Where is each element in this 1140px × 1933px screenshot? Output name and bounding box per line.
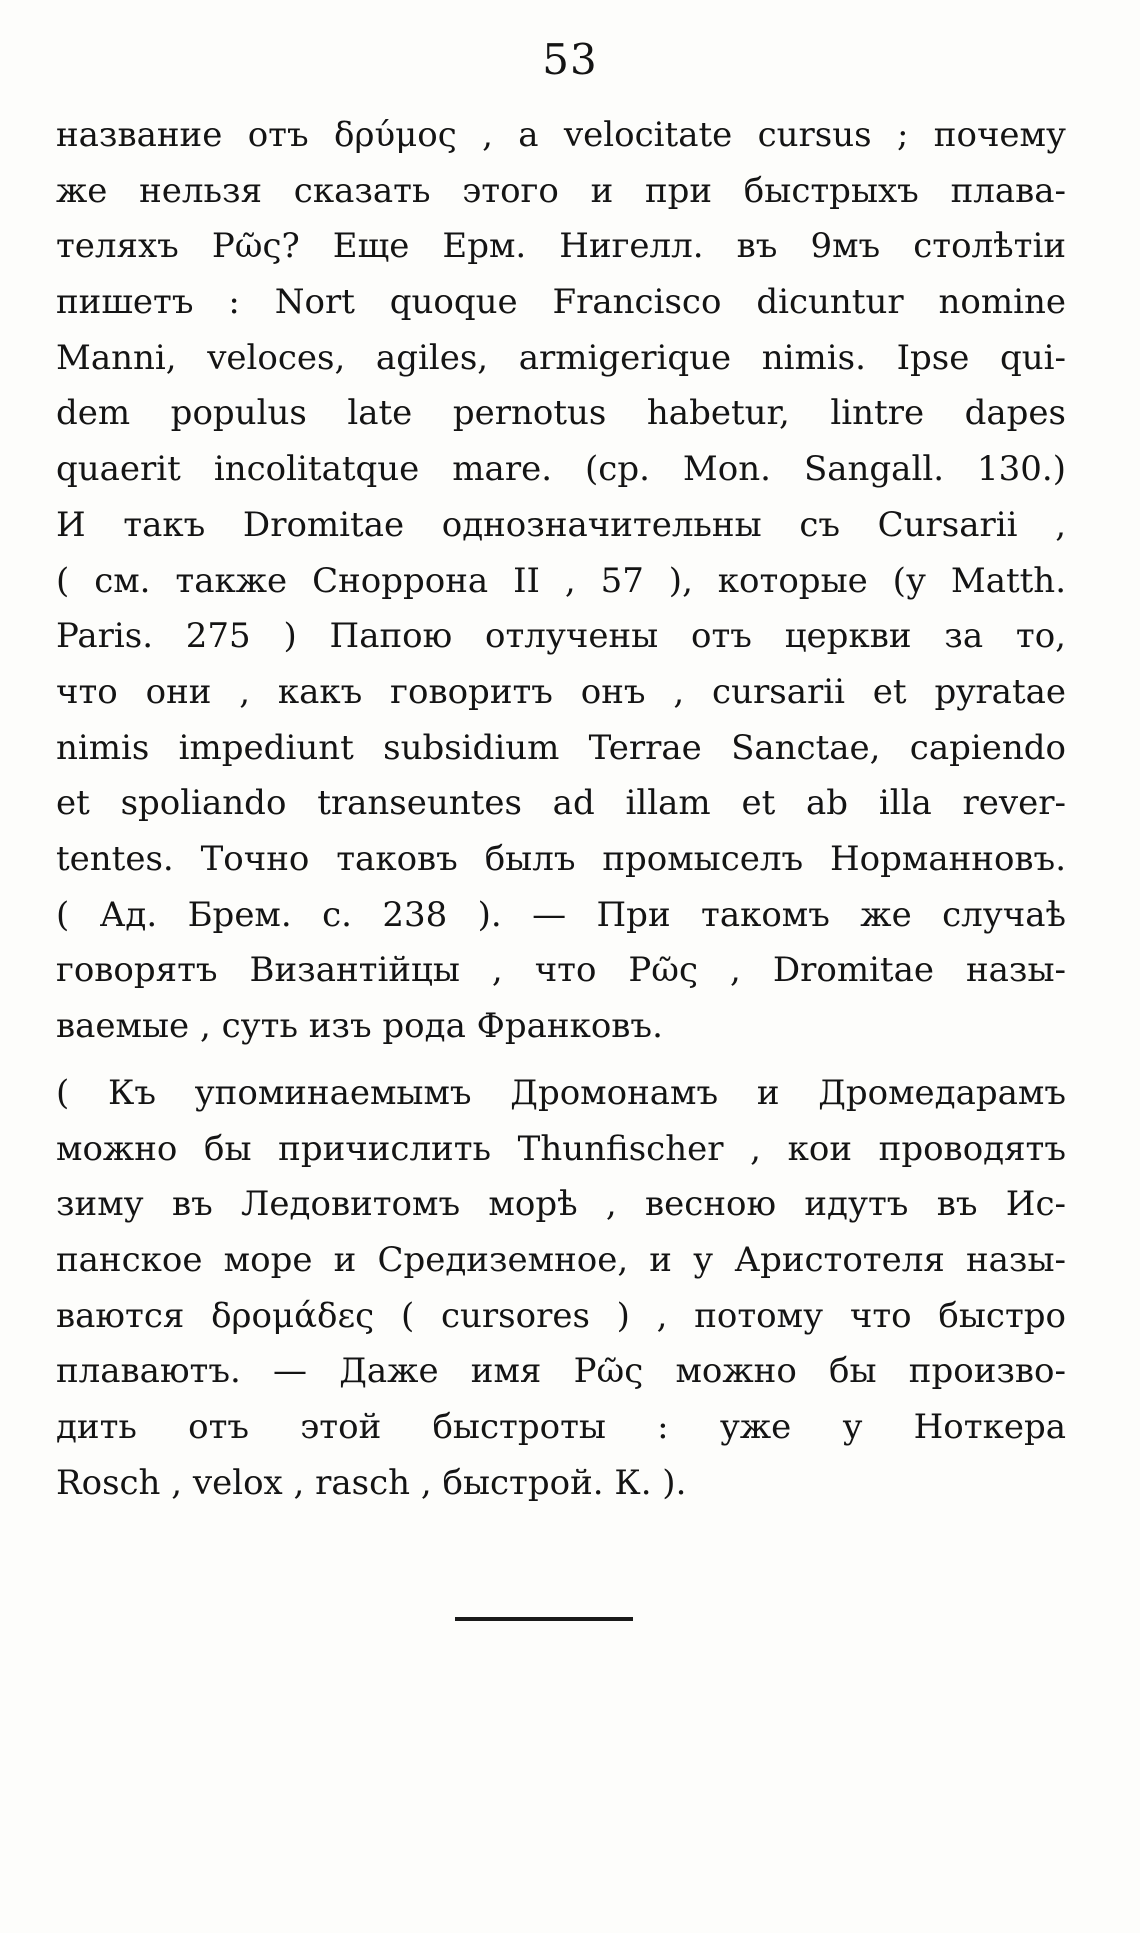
text-line: Rosch , velox , rasch , быстрой. К. ). <box>56 1462 687 1503</box>
text-line: ваемые , суть изъ рода Франковъ. <box>56 1006 663 1046</box>
text-line: quaerit incolitatque mare. (ср. Mon. Sangall. 130.) <box>56 449 1066 490</box>
text-line: теляхъ Ρῶς? Еще Ерм. Нигелл. въ 9мъ столѣтіи <box>56 226 1066 267</box>
text-line: название отъ δρύμος , а velocitate cursus ; почему <box>56 115 1066 155</box>
text-line: говорятъ Византійцы , что Ρῶς , Dromitae назы- <box>56 950 1066 991</box>
text-line: же нельзя сказать этого и при быстрыхъ плава- <box>56 170 1066 211</box>
text-line: nimis impediunt subsidium Terrae Sanctae, capiendo <box>56 727 1066 768</box>
section-divider <box>455 1617 633 1621</box>
text-line: tentes. Точно таковъ былъ промыселъ Норманновъ. <box>56 838 1066 879</box>
text-line: ( Къ упоминаемымъ Дромонамъ и Дромедарамъ <box>56 1073 1066 1113</box>
text-line: что они , какъ говоритъ онъ , cursarii et pyratae <box>56 671 1066 712</box>
text-line: et spoliando transeuntes ad illam et ab illa rever- <box>56 783 1066 824</box>
text-line: ваются δρομάδες ( cursores ) , потому что быстро <box>56 1295 1066 1336</box>
page-number: 53 <box>542 35 598 84</box>
text-line: ( см. также Сноррона II , 57 ), которые (у Matth. <box>56 560 1066 601</box>
text-line: зиму въ Ледовитомъ морѣ , весною идутъ въ Ис- <box>56 1184 1066 1225</box>
text-line: можно бы причислить Thunfischer , кои проводятъ <box>56 1128 1066 1169</box>
text-line: дить отъ этой быстроты : уже у Ноткера <box>56 1407 1066 1448</box>
text-line: панское море и Средиземное, и у Аристотеля назы- <box>56 1240 1066 1281</box>
text-line: dem populus late pernotus habetur, lintre dapes <box>56 393 1066 434</box>
text-line: Manni, veloces, agiles, armigerique nimis. Ipse qui- <box>56 337 1066 378</box>
text-line: пишетъ : Nort quoque Francisco dicuntur nomine <box>56 282 1066 323</box>
paragraph-note <box>56 1066 1066 1512</box>
text-line: ( Ад. Брем. с. 238 ). — При такомъ же случаѣ <box>56 894 1066 935</box>
text-line: И такъ Dromitae однозначительны съ Cursarii , <box>56 504 1066 545</box>
paragraph-main <box>56 108 1066 1055</box>
text-line: плаваютъ. — Даже имя Ρῶς можно бы произво- <box>56 1351 1066 1392</box>
text-line: Paris. 275 ) Папою отлучены отъ церкви за то, <box>56 616 1066 657</box>
